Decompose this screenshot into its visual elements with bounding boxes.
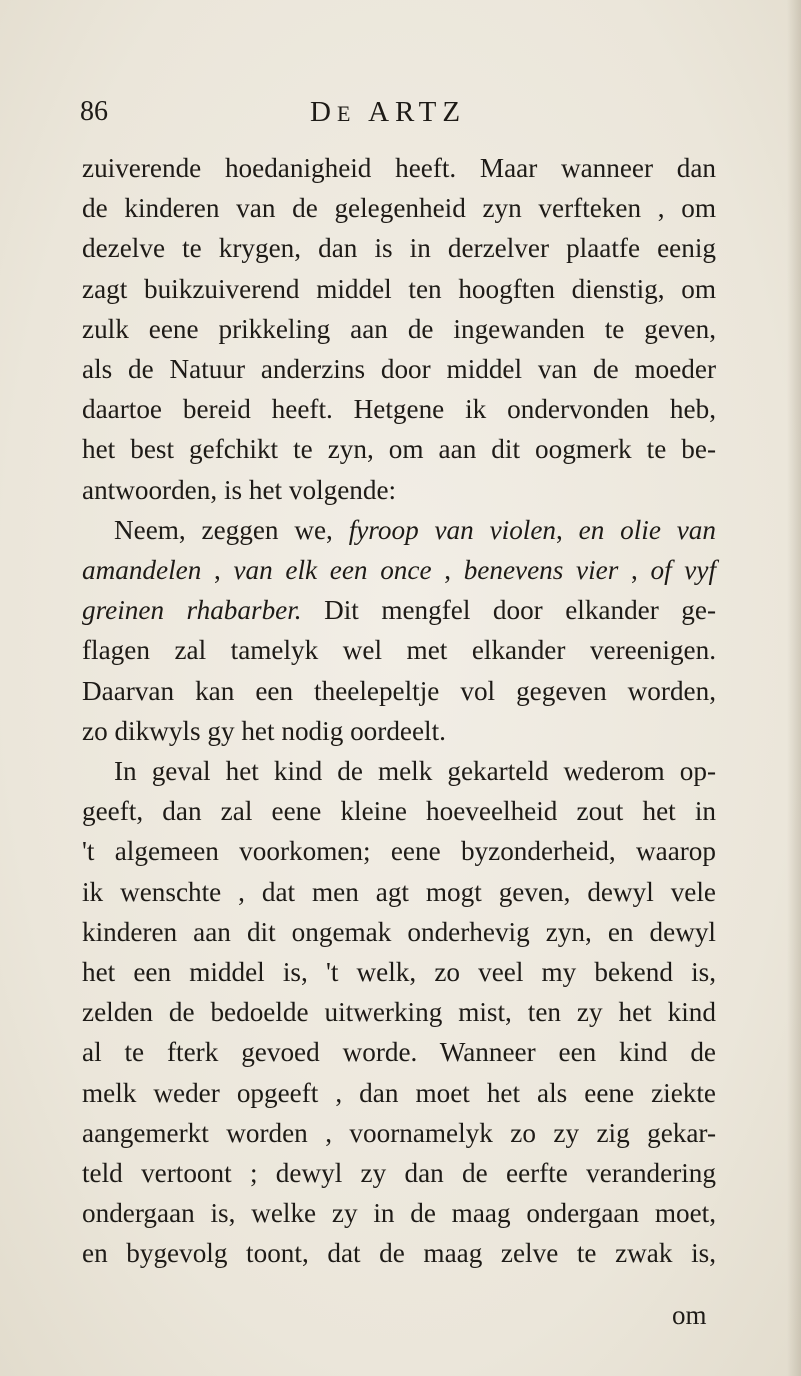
text-line: als de Natuur anderzins door middel van de moeder — [82, 354, 716, 385]
text-line: het best gefchikt te zyn, om aan dit oogmerk te be- — [82, 434, 716, 465]
text-line: In geval het kind de melk gekarteld wederom op- — [114, 756, 716, 787]
text-line: zagt buikzuiverend middel ten hoogften dienstig, om — [82, 273, 716, 304]
italic-ingredient: benevens vier — [463, 555, 619, 586]
text-line: zulk eene prikkeling aan de ingewanden te geven, — [82, 313, 716, 344]
text-line: dezelve te krygen, dan is in derzelver plaatfe eenig — [82, 233, 716, 264]
body-text — [82, 148, 716, 1274]
running-title: DE ARTZ — [310, 96, 467, 128]
text-line: het een middel is, 't welk, zo veel my bekend is, — [82, 957, 716, 988]
text-line: melk weder opgeeft , dan moet het als eene ziekte — [82, 1077, 716, 1108]
text-line: al te fterk gevoed worde. Wanneer een kind de — [82, 1037, 716, 1068]
text-line: 't algemeen voorkomen; eene byzonderheid, waarop — [82, 836, 716, 867]
page-header — [80, 96, 720, 136]
recipe-line: amandelen , van elk een once , benevens vier , of vyf — [82, 555, 716, 586]
italic-ingredient: greinen rhabarber. — [82, 595, 302, 626]
recipe-line: greinen rhabarber. Dit mengfel door elkander ge- — [82, 595, 717, 626]
italic-ingredient: of vyf — [650, 555, 716, 586]
text-line: ik wenschte , dat men agt mogt geven, dewyl vele — [82, 876, 716, 907]
catchword: om — [672, 1300, 707, 1330]
text-line: antwoorden, is het volgende: — [82, 474, 397, 505]
text-line: zelden de bedoelde uitwerking mist, ten zy het kind — [82, 997, 716, 1028]
italic-ingredient: en olie van — [578, 514, 716, 545]
recipe-line: Neem, zeggen we, fyroop van violen, en olie van — [114, 514, 716, 545]
page-edge-shadow — [787, 0, 801, 1376]
text-line: zo dikwyls gy het nodig oordeelt. — [82, 715, 446, 746]
italic-ingredient: van elk een once — [233, 555, 432, 586]
text-line: geeft, dan zal eene kleine hoeveelheid zout het in — [82, 796, 716, 827]
text-line: flagen zal tamelyk wel met elkander vereenigen. — [82, 635, 716, 666]
text-line: aangemerkt worden , voornamelyk zo zy zig gekar- — [82, 1117, 716, 1148]
italic-ingredient: amandelen — [82, 555, 202, 586]
page-number: 86 — [80, 96, 108, 127]
text-line: de kinderen van de gelegenheid zyn verfteken , om — [82, 193, 716, 224]
text-line: daartoe bereid heeft. Hetgene ik ondervonden heb, — [82, 394, 716, 425]
text-line: Daarvan kan een theelepeltje vol gegeven worden, — [82, 675, 716, 706]
text-line: kinderen aan dit ongemak onderhevig zyn, en dewyl — [82, 916, 716, 947]
text-line: ondergaan is, welke zy in de maag ondergaan moet, — [82, 1198, 716, 1229]
italic-ingredient: fyroop van violen — [348, 514, 557, 545]
text-line: en bygevolg toont, dat de maag zelve te zwak is, — [82, 1238, 716, 1269]
text-line: teld vertoont ; dewyl zy dan de eerfte verandering — [82, 1158, 716, 1189]
text-line: zuiverende hoedanigheid heeft. Maar wanneer dan — [82, 153, 716, 183]
